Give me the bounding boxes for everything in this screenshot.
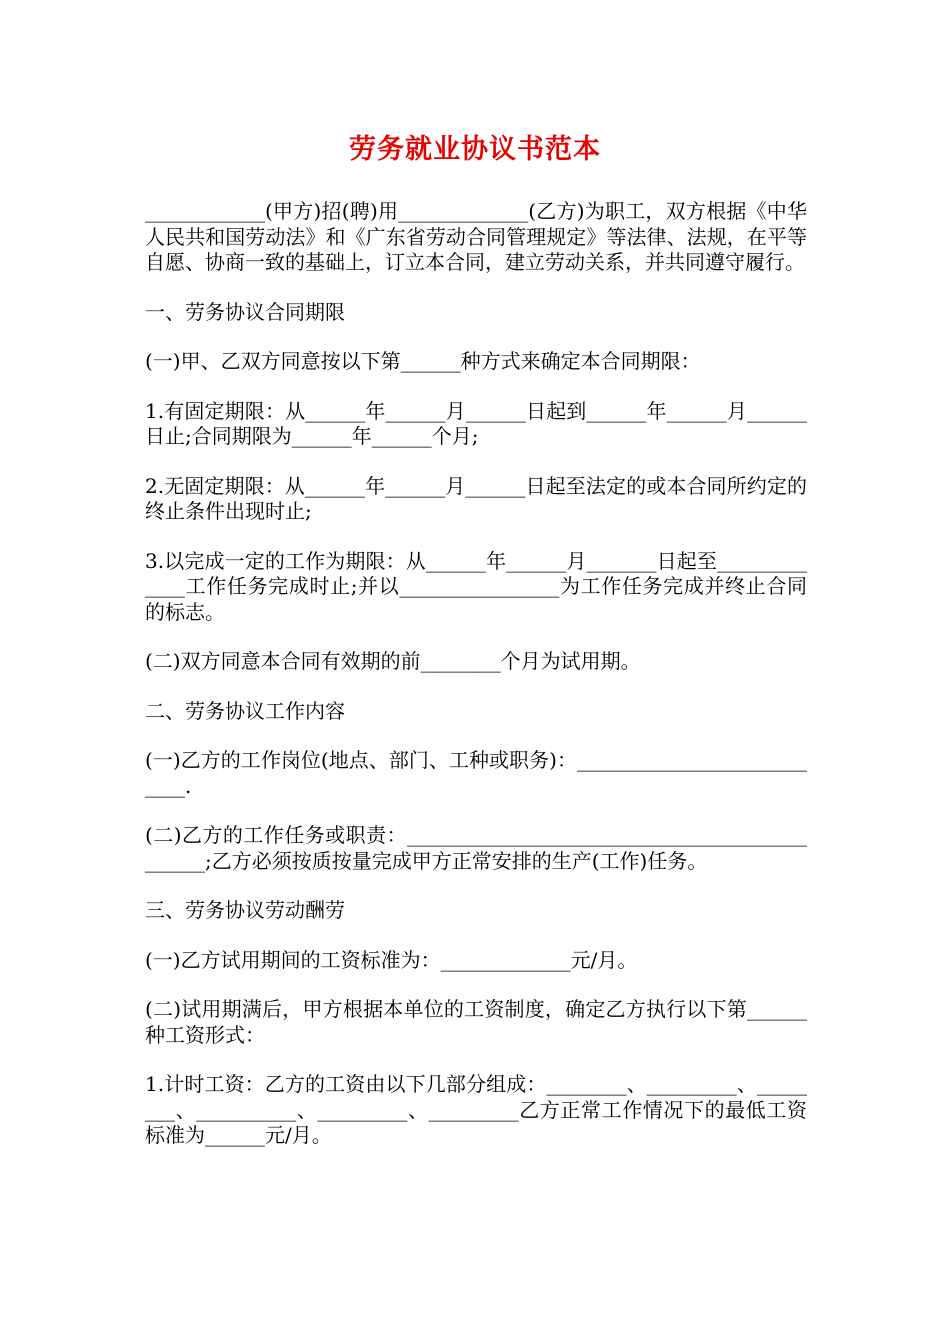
document-title: 劳务就业协议书范本 xyxy=(349,134,601,165)
clause-wage-form: (二)试用期满后，甲方根据本单位的工资制度，确定乙方执行以下第______种工资形式： xyxy=(145,997,807,1047)
section-heading-work-content: 二、劳务协议工作内容 xyxy=(145,698,345,723)
section-heading-remuneration: 三、劳务协议劳动酬劳 xyxy=(145,898,345,922)
clause-task-term: 3.以完成一定的工作为期限：从______年______月_______日起至_____________工作任务完成时止;并以________________为工作任务完成并终止合同的标志。 xyxy=(145,548,807,624)
clause-probation: (二)双方同意本合同有效期的前________个月为试用期。 xyxy=(145,649,641,673)
clause-fixed-term: 1.有固定期限：从______年______月______日起到______年______月______日止;合同期限为______年______个月; xyxy=(145,398,807,448)
section-heading-contract-term: 一、劳务协议合同期限 xyxy=(145,299,345,324)
clause-probation-wage: (一)乙方试用期间的工资标准为：_____________元/月。 xyxy=(145,947,638,972)
clause-term-method: (一)甲、乙双方同意按以下第______种方式来确定本合同期限： xyxy=(145,349,701,373)
clause-open-term: 2.无固定期限：从______年______月______日起至法定的或本合同所约定的终止条件出现时止; xyxy=(145,473,807,523)
clause-work-duties: (二)乙方的工作任务或职责：______________________________________________;乙方必须按质按量完成甲方正常安排的生产(工作)任务。 xyxy=(145,823,807,873)
document-body xyxy=(145,199,807,1173)
intro-paragraph: ____________(甲方)招(聘)用_____________(乙方)为职工，双方根据《中华人民共和国劳动法》和《广东省劳动合同管理规定》等法律、法规，在平等自愿、协商一致的基础上，订立本合同，建立劳动关系，并共同遵守履行。 xyxy=(145,199,807,274)
clause-time-wage: 1.计时工资：乙方的工资由以下几部分组成：________、_________、________、__________、_________、_________乙方正常工作情况下的最低工资标准为______元/月。 xyxy=(145,1072,807,1147)
clause-work-position: (一)乙方的工作岗位(地点、部门、工种或职务)：___________________________. xyxy=(145,748,807,798)
